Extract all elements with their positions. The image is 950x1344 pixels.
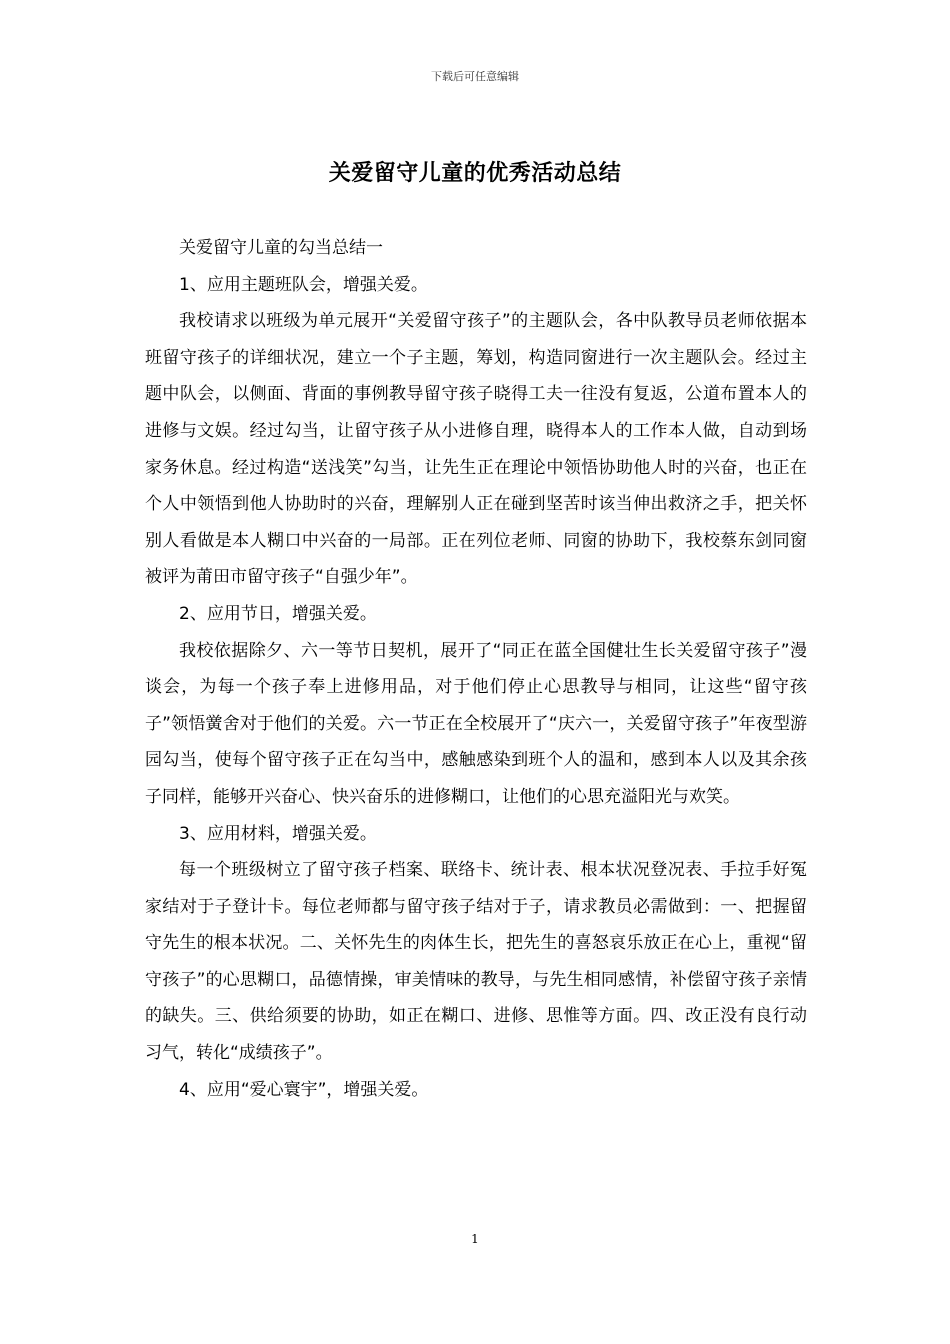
- item-heading-2: 2、应用节日，增强关爱。: [179, 603, 377, 624]
- section-heading: 关爱留守儿童的勾当总结一: [179, 238, 383, 258]
- paragraph-1: 我校请求以班级为单元展开“关爱留守孩子”的主题队会，各中队教导员老师依据本班留守孩子的详细状况，建立一个子主题，筹划，构造同窗进行一次主题队会。经过主题中队会，以侧面、背面的事例教导留守孩子晓得工夫一往没有复返，公道布置本人的进修与文娱。经过勾当，让留守孩子从小进修自理，晓得本人的工作本人做，自动到场家务休息。经过构造“送浅笑”勾当，让先生正在理论中领悟协助他人时的兴奋，也正在个人中领悟到他人协助时的兴奋，理解别人正在碰到坚苦时该当伸出救济之手，把关怀别人看做是本人糊口中兴奋的一局部。正在列位老师、同窗的协助下，我校蔡东剑同窗被评为莆田市留守孩子“自强少年”。: [145, 311, 807, 588]
- item-heading-1: 1、应用主题班队会，增强关爱。: [179, 274, 428, 295]
- page-number: 1: [471, 1232, 479, 1246]
- document-title: 关爱留守儿童的优秀活动总结: [328, 161, 622, 186]
- item-heading-3: 3、应用材料，增强关爱。: [179, 823, 377, 844]
- header-note: 下载后可任意编辑: [431, 70, 519, 83]
- paragraph-3: 每一个班级树立了留守孩子档案、联络卡、统计表、根本状况登况表、手拉手好冤家结对于子登计卡。每位老师都与留守孩子结对于子，请求教员必需做到：一、把握留守先生的根本状况。二、关怀先生的肉体生长，把先生的喜怒哀乐放正在心上，重视“留守孩子”的心思糊口，品德情操，审美情味的教导，与先生相同感情，补偿留守孩子亲情的缺失。三、供给须要的协助，如正在糊口、进修、思惟等方面。四、改正没有良行动习气，转化“成绩孩子”。: [145, 860, 807, 1064]
- item-heading-4: 4、应用“爱心寰宇”，增强关爱。: [179, 1079, 429, 1100]
- document-body: [145, 230, 807, 1108]
- paragraph-2: 我校依据除夕、六一等节日契机，展开了“同正在蓝全国健壮生长关爱留守孩子”漫谈会，为每一个孩子奉上进修用品，对于他们停止心思教导与相同，让这些“留守孩子”领悟黉舍对于他们的关爱。六一节正在全校展开了“庆六一，关爱留守孩子”年夜型游园勾当，使每个留守孩子正在勾当中，感触感染到班个人的温和，感到本人以及其余孩子同样，能够开兴奋心、快兴奋乐的进修糊口，让他们的心思充溢阳光与欢笑。: [145, 640, 807, 807]
